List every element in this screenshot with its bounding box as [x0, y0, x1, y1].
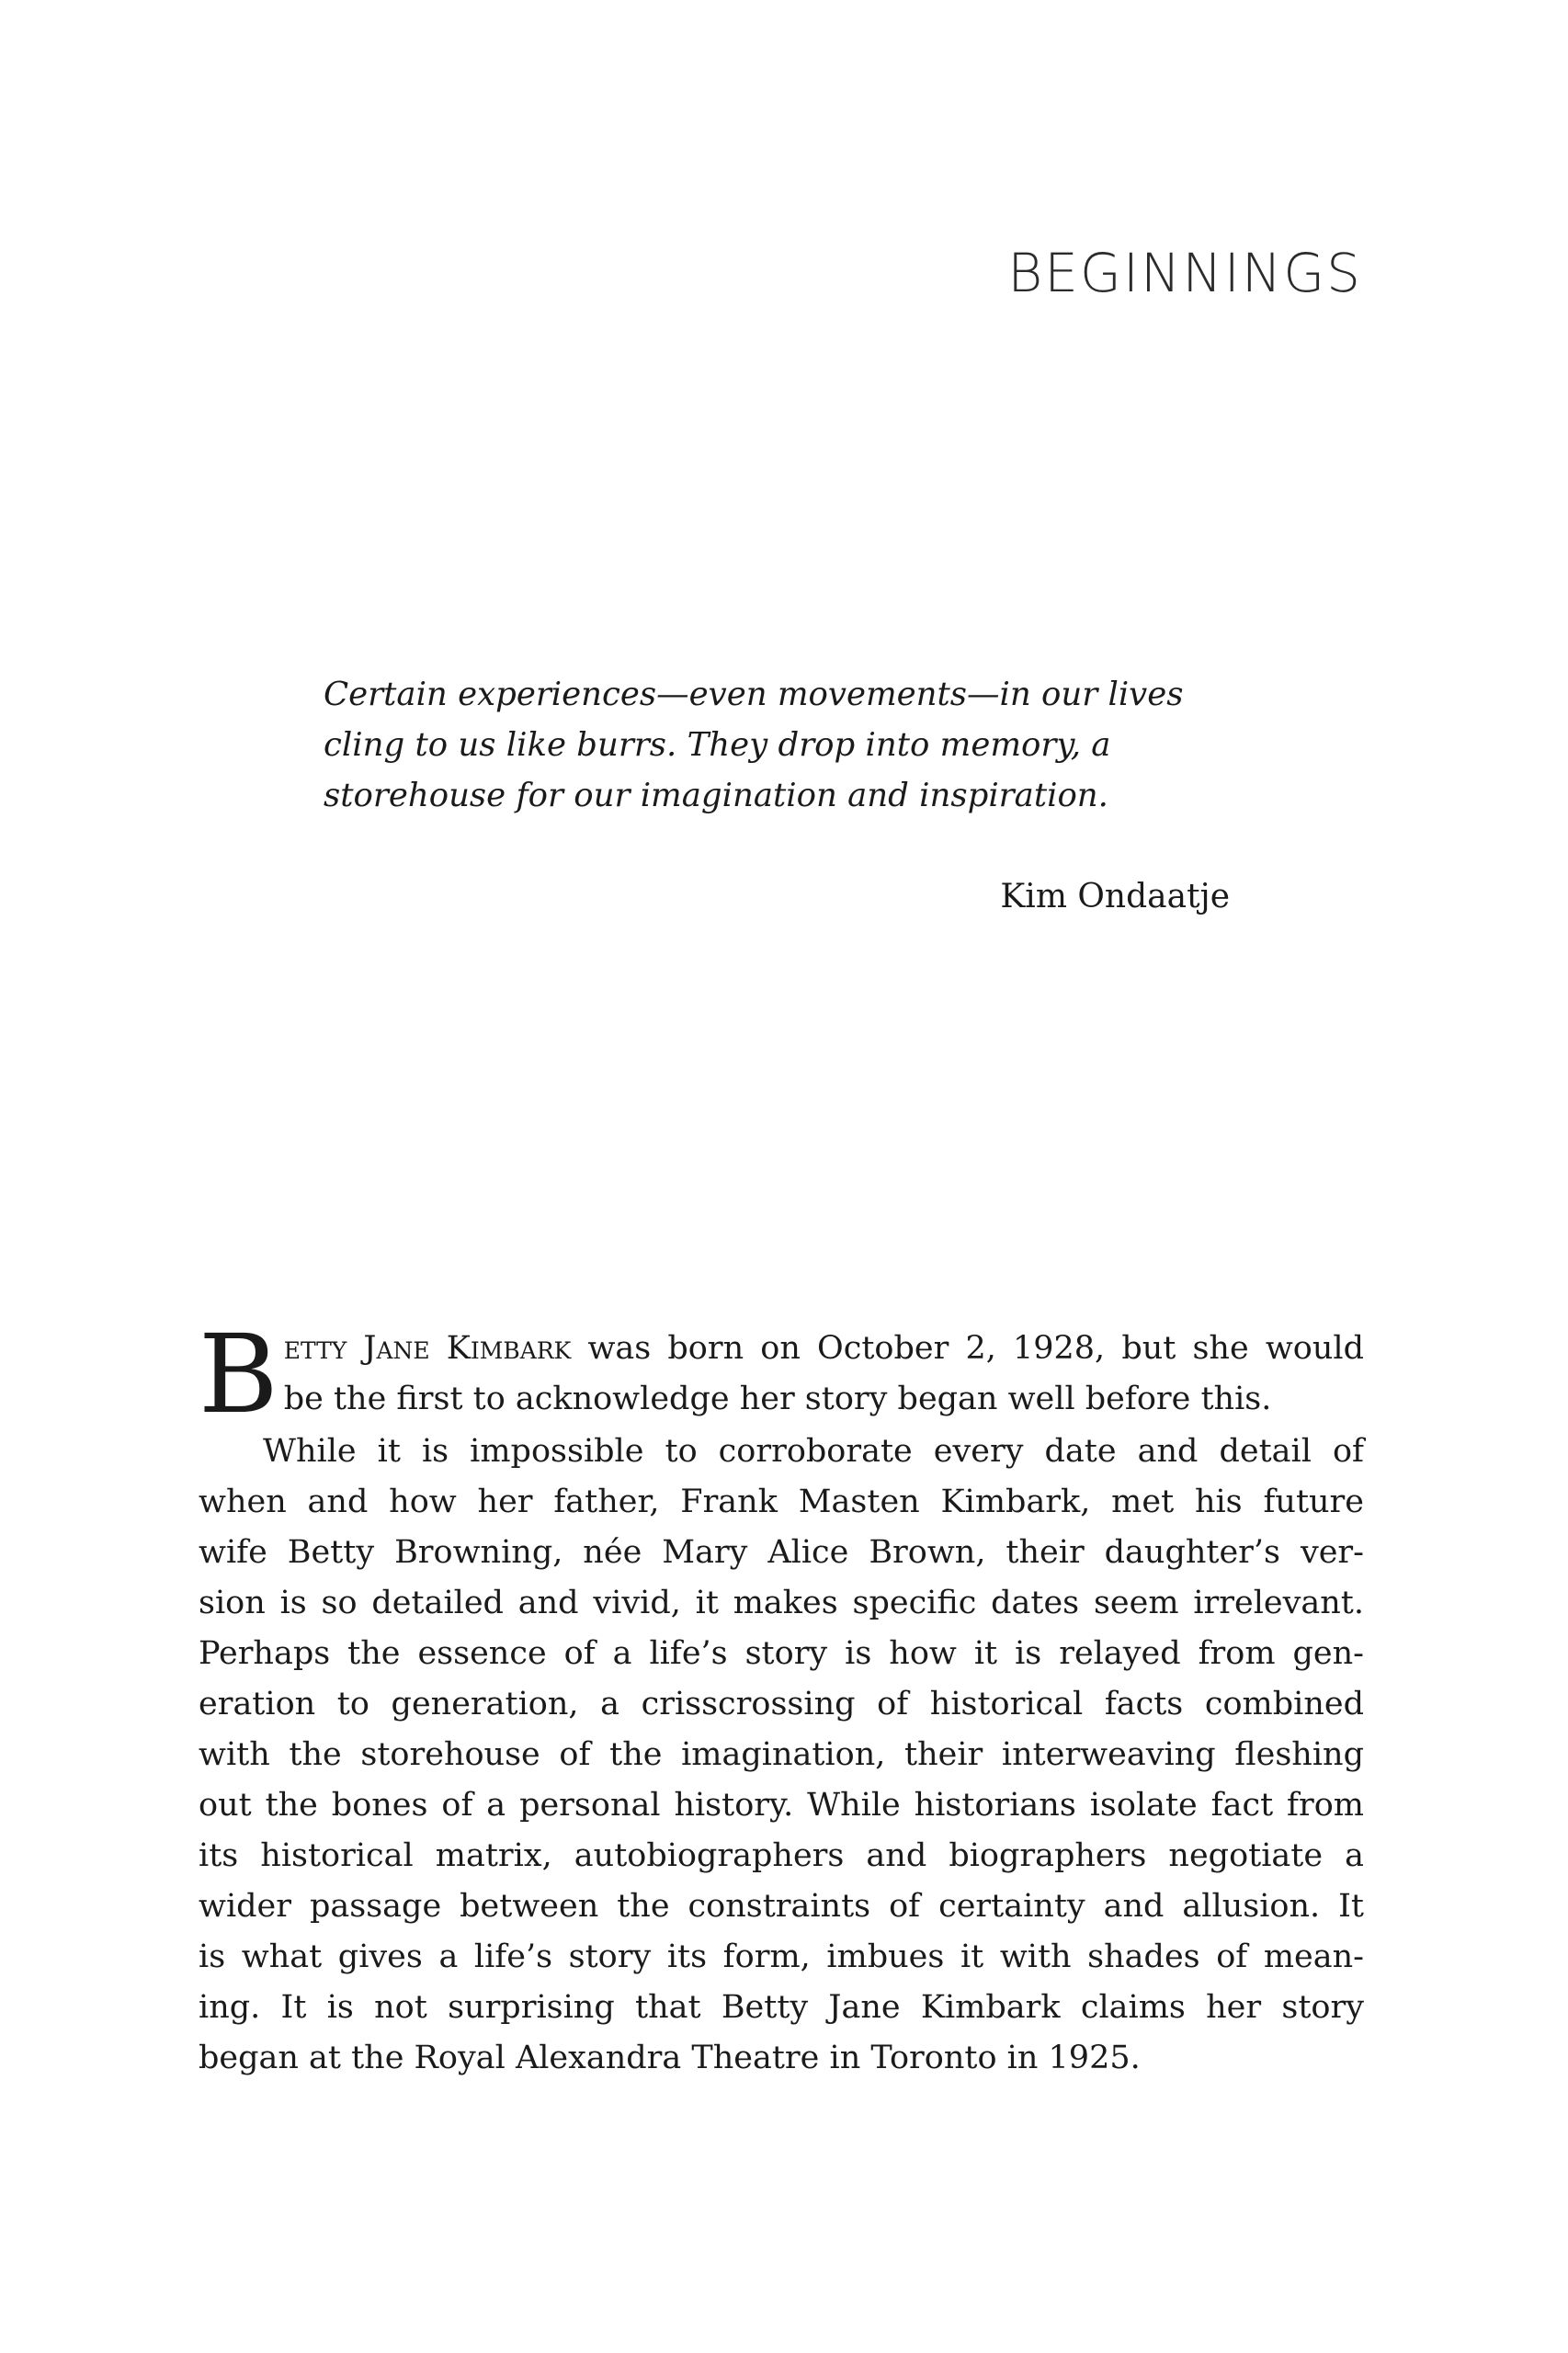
epigraph-quote: [324, 669, 1230, 821]
epigraph: [324, 669, 1230, 915]
body-line: with the storehouse of the imagination, their interweaving fleshing: [199, 1736, 1364, 1773]
epigraph-line: cling to us like burrs. They drop into memory, a: [324, 726, 1111, 764]
epigraph-line: storehouse for our imagination and inspiration.: [324, 777, 1108, 814]
body-line: ing. It is not surprising that Betty Jane Kimbark claims her story: [199, 1989, 1364, 2026]
opening-small-caps: etty Jane Kimbark: [283, 1330, 572, 1367]
body-line: eration to generation, a crisscrossing of historical facts combined: [199, 1686, 1364, 1722]
body-paragraph: [199, 1427, 1364, 2084]
opening-line-2: be the first to acknowledge her story began well before this.: [283, 1381, 1272, 1417]
body-line: is what gives a life’s story its form, imbues it with shades of mean-: [199, 1938, 1364, 1975]
body-text: [199, 1311, 1364, 2084]
body-line: While it is impossible to corroborate every date and detail of: [263, 1433, 1364, 1470]
body-line: began at the Royal Alexandra Theatre in Toronto in 1925.: [199, 2040, 1141, 2076]
body-line: Perhaps the essence of a life’s story is how it is relayed from gen-: [199, 1635, 1364, 1672]
body-line: sion is so detailed and vivid, it makes specific dates seem irrelevant.: [199, 1585, 1364, 1621]
opening-line-rest: was born on October 2, 1928, but she would: [571, 1330, 1364, 1367]
epigraph-attribution: Kim Ondaatje: [1000, 878, 1230, 915]
epigraph-line: Certain experiences—even movements—in our lives: [324, 676, 1184, 713]
drop-cap: B: [199, 1311, 278, 1438]
body-line: when and how her father, Frank Masten Kimbark, met his future: [199, 1483, 1364, 1520]
opening-line: [199, 1324, 1364, 1374]
body-line: wife Betty Browning, née Mary Alice Brown, their daughter’s ver-: [199, 1534, 1364, 1571]
body-line: its historical matrix, autobiographers and biographers negotiate a: [199, 1837, 1364, 1874]
chapter-title: BEGINNINGS: [1007, 242, 1362, 304]
opening-paragraph: [199, 1311, 1364, 1438]
body-line: wider passage between the constraints of certainty and allusion. It: [199, 1888, 1364, 1925]
body-line: out the bones of a personal history. While historians isolate fact from: [199, 1787, 1364, 1824]
